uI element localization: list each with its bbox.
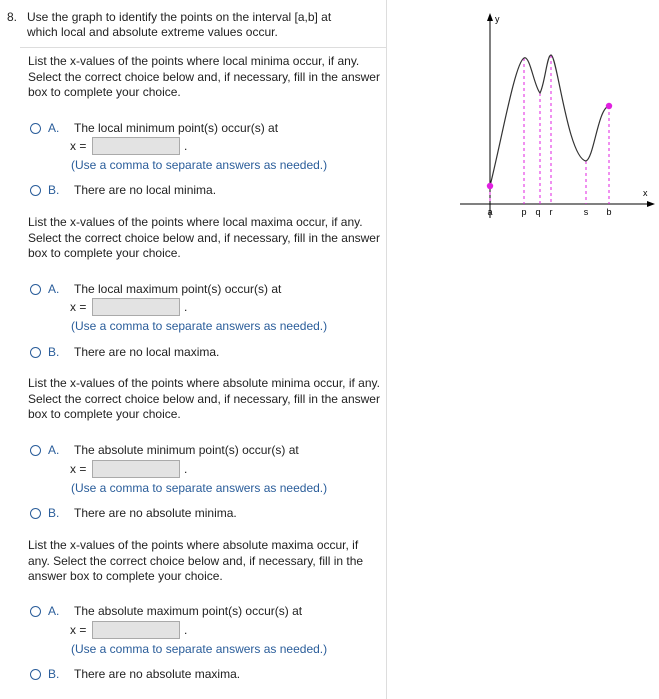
option-text: The absolute maximum point(s) occur(s) at bbox=[74, 604, 303, 618]
option-text: There are no local minima. bbox=[74, 183, 217, 197]
period: . bbox=[184, 139, 188, 153]
radio-button[interactable] bbox=[30, 445, 41, 456]
option-letter: A. bbox=[48, 121, 60, 135]
function-graph bbox=[460, 8, 656, 223]
option-a-local-minima[interactable] bbox=[30, 121, 278, 135]
tick-label-b: b bbox=[606, 207, 612, 217]
x-equals-label: x = bbox=[70, 139, 87, 153]
x-equals-label: x = bbox=[70, 300, 87, 314]
tick-label-q: q bbox=[535, 207, 541, 217]
option-text: There are no local maxima. bbox=[74, 345, 220, 359]
option-letter: A. bbox=[48, 443, 60, 457]
option-b-absolute-maxima[interactable] bbox=[30, 667, 240, 681]
question-text: Use the graph to identify the points on the interval [a,b] at which local and absolute extreme values occur. bbox=[27, 10, 332, 39]
prompt-absolute-minima: List the x-values of the points where absolute minima occur, if any. Select the correct choice below and, if necessary, fill in the answer box to complete your choice. bbox=[28, 376, 380, 421]
option-b-absolute-minima[interactable] bbox=[30, 506, 237, 520]
period: . bbox=[184, 462, 188, 476]
option-b-local-maxima[interactable] bbox=[30, 345, 219, 359]
endpoint-b-marker bbox=[606, 103, 612, 109]
guide-lines bbox=[490, 55, 609, 204]
answer-input-absolute-maxima[interactable] bbox=[92, 621, 180, 639]
option-text: The local maximum point(s) occur(s) at bbox=[74, 282, 282, 296]
tick-label-s: s bbox=[583, 207, 589, 217]
tick-label-r: r bbox=[549, 207, 553, 217]
hint-text: (Use a comma to separate answers as needed.) bbox=[71, 319, 328, 333]
option-letter: A. bbox=[48, 282, 60, 296]
option-text: The local minimum point(s) occur(s) at bbox=[74, 121, 279, 135]
x-axis-label: x bbox=[643, 188, 648, 198]
answer-input-local-minima[interactable] bbox=[92, 137, 180, 155]
option-text: There are no absolute minima. bbox=[74, 506, 237, 520]
x-axis-arrow bbox=[647, 201, 655, 207]
prompt-local-maxima: List the x-values of the points where local maxima occur, if any. Select the correct choice below and, if necessary, fill in the answer box to complete your choice. bbox=[28, 215, 380, 260]
x-equals-label: x = bbox=[70, 623, 87, 637]
panel-divider bbox=[386, 0, 387, 699]
answer-row-absolute-minima bbox=[70, 460, 187, 478]
tick-label-p: p bbox=[521, 207, 527, 217]
option-letter: B. bbox=[48, 183, 60, 197]
option-a-absolute-minima[interactable] bbox=[30, 443, 299, 457]
radio-button[interactable] bbox=[30, 669, 41, 680]
function-curve bbox=[490, 55, 609, 186]
radio-button[interactable] bbox=[30, 606, 41, 617]
answer-input-local-maxima[interactable] bbox=[92, 298, 180, 316]
option-letter: B. bbox=[48, 667, 60, 681]
option-letter: A. bbox=[48, 604, 60, 618]
option-letter: B. bbox=[48, 506, 60, 520]
answer-row-local-maxima bbox=[70, 298, 187, 316]
hint-text: (Use a comma to separate answers as needed.) bbox=[71, 481, 328, 495]
answer-input-absolute-minima[interactable] bbox=[92, 460, 180, 478]
option-letter: B. bbox=[48, 345, 60, 359]
period: . bbox=[184, 300, 188, 314]
hint-text: (Use a comma to separate answers as needed.) bbox=[71, 642, 328, 656]
tick-label-a: a bbox=[487, 207, 493, 217]
option-text: The absolute minimum point(s) occur(s) at bbox=[74, 443, 299, 457]
y-axis-label: y bbox=[495, 14, 500, 24]
option-b-local-minima[interactable] bbox=[30, 183, 216, 197]
answer-row-local-minima bbox=[70, 137, 187, 155]
option-text: There are no absolute maxima. bbox=[74, 667, 241, 681]
option-a-local-maxima[interactable] bbox=[30, 282, 281, 296]
option-a-absolute-maxima[interactable] bbox=[30, 604, 302, 618]
x-equals-label: x = bbox=[70, 462, 87, 476]
question-number: 8. bbox=[7, 10, 18, 24]
hint-text: (Use a comma to separate answers as needed.) bbox=[71, 158, 328, 172]
radio-button[interactable] bbox=[30, 123, 41, 134]
radio-button[interactable] bbox=[30, 185, 41, 196]
period: . bbox=[184, 623, 188, 637]
prompt-absolute-maxima: List the x-values of the points where absolute maxima occur, if any. Select the correct choice below and, if necessary, fill in the answer box to complete your choice. bbox=[28, 538, 364, 583]
radio-button[interactable] bbox=[30, 508, 41, 519]
question-divider bbox=[20, 47, 386, 48]
y-axis-arrow bbox=[487, 13, 493, 21]
answer-row-absolute-maxima bbox=[70, 621, 187, 639]
endpoint-a-marker bbox=[487, 183, 493, 189]
radio-button[interactable] bbox=[30, 347, 41, 358]
prompt-local-minima: List the x-values of the points where local minima occur, if any. Select the correct choice below and, if necessary, fill in the answer box to complete your choice. bbox=[28, 54, 380, 99]
radio-button[interactable] bbox=[30, 284, 41, 295]
